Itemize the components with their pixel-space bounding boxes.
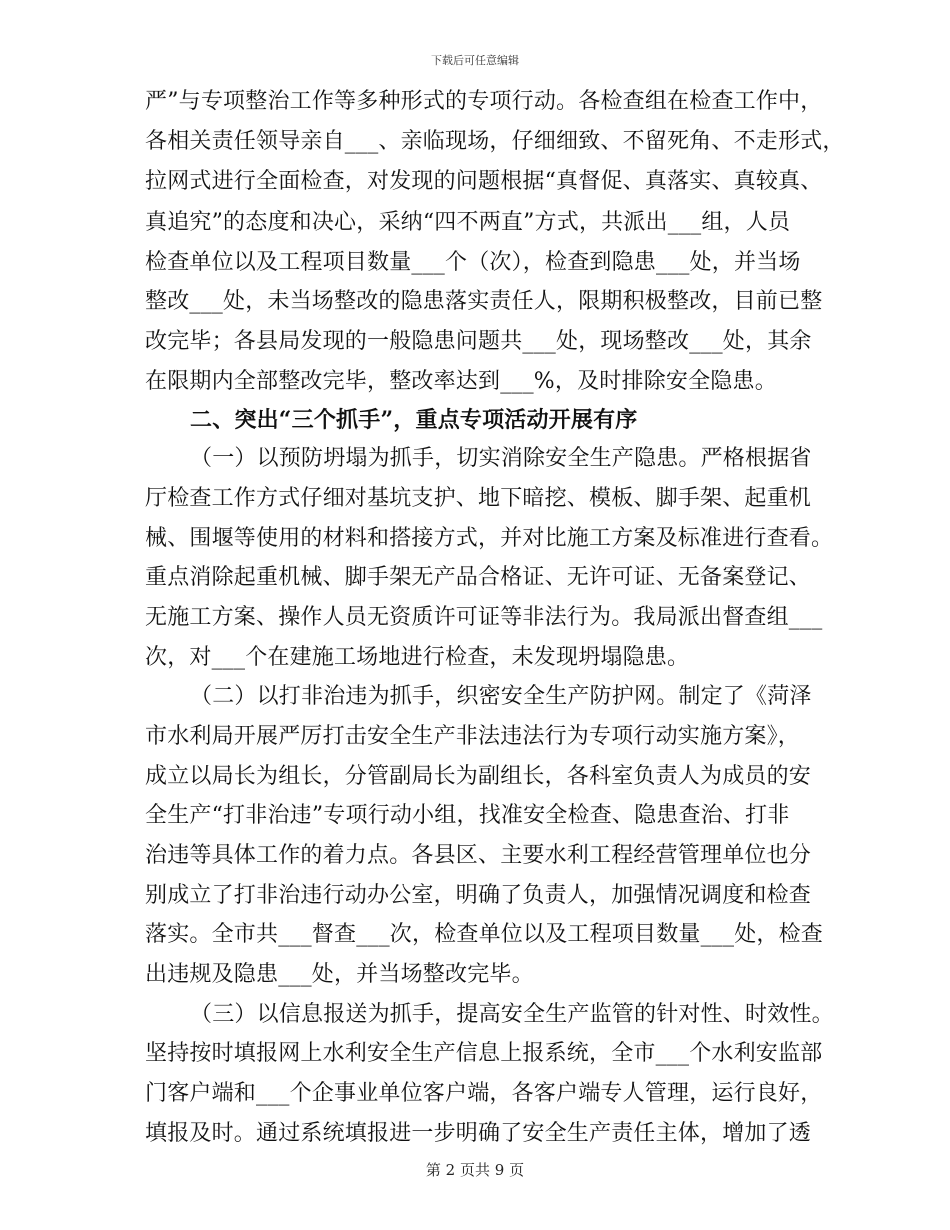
paragraph-line: 严”与专项整治工作等多种形式的专项行动。各检查组在检查工作中， (145, 89, 823, 114)
paragraph-line: （一）以预防坍塌为抓手，切实消除安全生产隐患。严格根据省 (190, 446, 812, 471)
paragraph-line: 改完毕；各县局发现的一般隐患问题共___处，现场整改___处，其余 (145, 329, 812, 354)
paragraph-line: 市水利局开展严厉打击安全生产非法违法行为专项行动实施方案》， (145, 724, 801, 749)
paragraph-line: 真追究”的态度和决心，采纳“四不两直”方式，共派出___组，人员 (145, 210, 791, 235)
paragraph-line: （二）以打非治违为抓手，织密安全生产防护网。制定了《菏泽 (190, 684, 812, 709)
paragraph-line: 别成立了打非治违行动办公室，明确了负责人，加强情况调度和检查 (145, 883, 812, 908)
paragraph-line: 次，对___个在建施工场地进行检查，未发现坍塌隐患。 (145, 645, 690, 670)
paragraph-line: 出违规及隐患___处，并当场整改完毕。 (145, 962, 534, 987)
page-header: 下载后可任意编辑 (431, 54, 519, 67)
paragraph-line: 全生产“打非治违”专项行动小组，找准安全检查、隐患查治、打非 (145, 803, 790, 828)
paragraph-line: 无施工方案、操作人员无资质许可证等非法行为。我局派出督查组___ (145, 605, 823, 630)
paragraph-line: 落实。全市共___督查___次，检查单位以及工程项目数量___处，检查 (145, 922, 824, 947)
paragraph-line: （三）以信息报送为抓手，提高安全生产监管的针对性、时效性。 (190, 1002, 834, 1027)
paragraph-line: 厅检查工作方式仔细对基坑支护、地下暗挖、模板、脚手架、起重机 (145, 486, 812, 511)
paragraph-line: 成立以局长为组长，分管副局长为副组长，各科室负责人为成员的安 (145, 764, 812, 789)
paragraph-line: 械、围堰等使用的材料和搭接方式，并对比施工方案及标准进行查看。 (145, 526, 834, 551)
paragraph-line: 重点消除起重机械、脚手架无产品合格证、无许可证、无备案登记、 (145, 565, 812, 590)
paragraph-line: 门客户端和___个企事业单位客户端，各客户端专人管理，运行良好， (145, 1081, 823, 1106)
page-number: 第 2 页共 9 页 (425, 1161, 525, 1179)
paragraph-line: 填报及时。通过系统填报进一步明确了安全生产责任主体，增加了透 (145, 1121, 812, 1146)
paragraph-line: 检查单位以及工程项目数量___个（次），检查到隐患___处，并当场 (145, 250, 801, 275)
paragraph-line: 各相关责任领导亲自___、亲临现场，仔细细致、不留死角、不走形式， (145, 129, 845, 154)
paragraph-line: 治违等具体工作的着力点。各县区、主要水利工程经营管理单位也分 (145, 843, 812, 868)
paragraph-line: 坚持按时填报网上水利安全生产信息上报系统，全市___个水利安监部 (145, 1041, 823, 1066)
paragraph-line: 整改___处，未当场整改的隐患落实责任人，限期积极整改，目前已整 (145, 289, 823, 314)
paragraph-line: 拉网式进行全面检查，对发现的问题根据“真督促、真落实、真较真、 (145, 169, 823, 194)
section-heading: 二、突出“三个抓手”，重点专项活动开展有序 (190, 407, 638, 433)
paragraph-line: 在限期内全部整改完毕，整改率达到___%，及时排除安全隐患。 (145, 369, 777, 394)
